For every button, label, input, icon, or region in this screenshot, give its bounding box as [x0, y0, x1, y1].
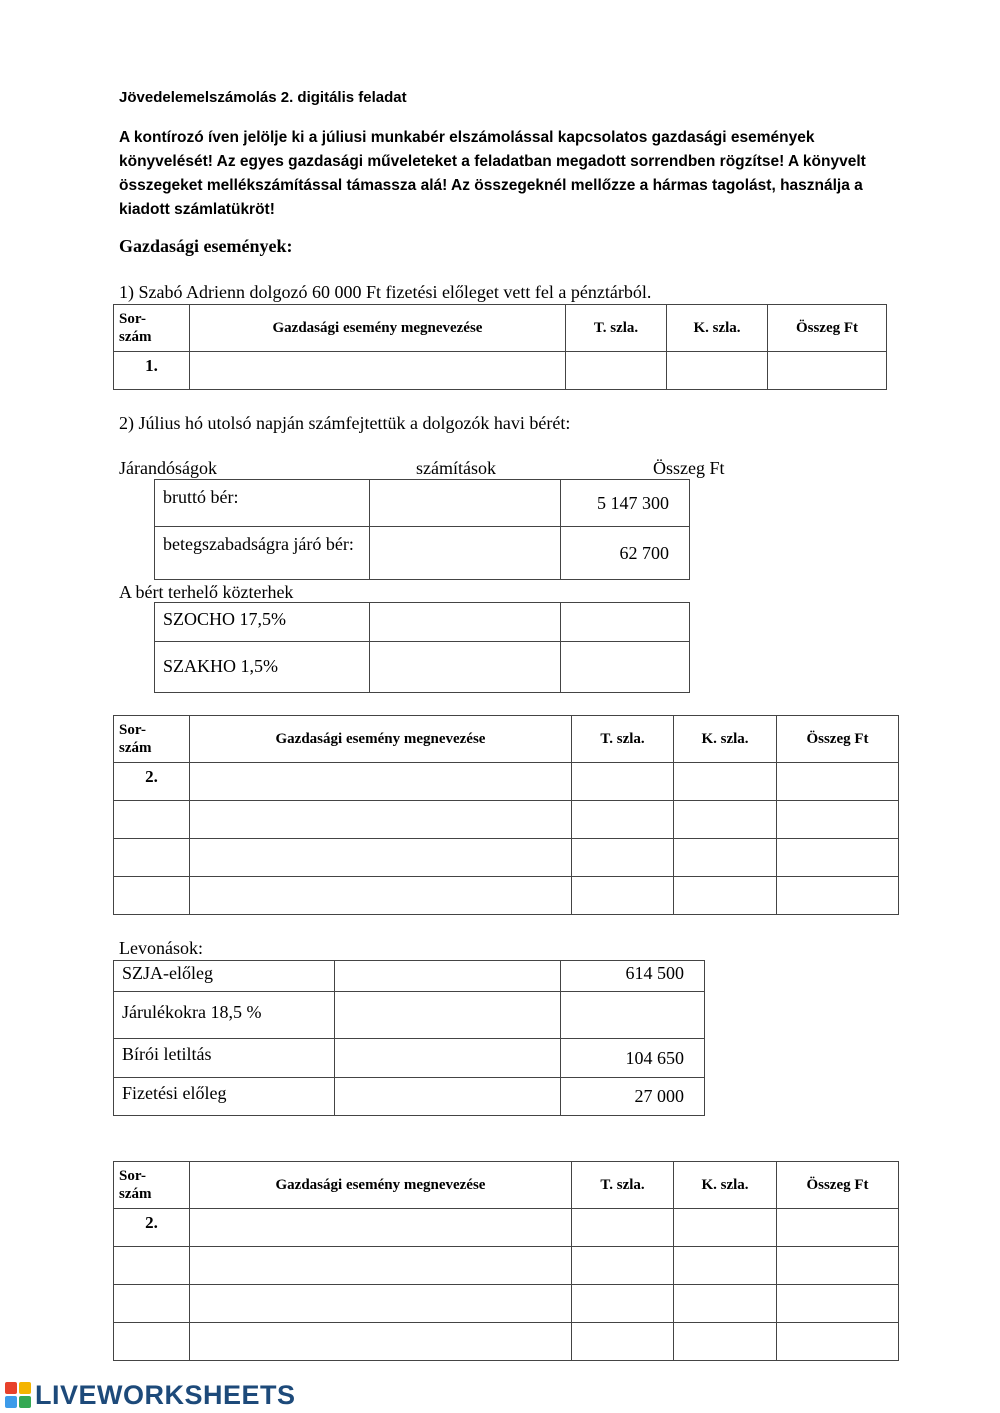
k-account-input[interactable] — [667, 352, 768, 390]
col-description: Gazdasági esemény megnevezése — [190, 716, 572, 763]
col-description: Gazdasági esemény megnevezése — [190, 1162, 572, 1209]
col-sorszam: Sor- szám — [114, 716, 190, 763]
k-account-input[interactable] — [674, 801, 777, 839]
col-description: Gazdasági esemény megnevezése — [190, 305, 566, 352]
row-number: 1. — [114, 352, 190, 390]
col-k-account: K. szla. — [667, 305, 768, 352]
document-title: Jövedelemelszámolás 2. digitális feladat — [119, 89, 407, 106]
logo-mark-icon — [5, 1382, 31, 1408]
amount-input[interactable] — [777, 1209, 899, 1247]
k-account-input[interactable] — [674, 877, 777, 915]
row-number: 2. — [114, 1209, 190, 1247]
col-k-account: K. szla. — [674, 1162, 777, 1209]
amount-input[interactable] — [777, 877, 899, 915]
calculation-input[interactable] — [335, 1078, 561, 1116]
deductions-heading: Levonások: — [119, 938, 203, 958]
col-k-account: K. szla. — [674, 716, 777, 763]
event-2-text: 2) Július hó utolsó napján számfejtettük a dolgozók havi bérét: — [119, 413, 571, 433]
k-account-input[interactable] — [674, 1247, 777, 1285]
k-account-input[interactable] — [674, 1323, 777, 1361]
calculation-input[interactable] — [335, 1039, 561, 1078]
liveworksheets-logo[interactable] — [5, 1380, 296, 1410]
t-account-input[interactable] — [572, 1209, 674, 1247]
t-account-input[interactable] — [572, 1247, 674, 1285]
earning-value: 62 700 — [561, 527, 690, 580]
col-szamitasok: számítások — [416, 458, 496, 478]
row-number-cell — [114, 1323, 190, 1361]
calculation-input[interactable] — [370, 603, 561, 642]
amount-input[interactable] — [777, 839, 899, 877]
col-amount: Összeg Ft — [768, 305, 887, 352]
col-t-account: T. szla. — [566, 305, 667, 352]
description-input[interactable] — [190, 352, 566, 390]
row-number: 2. — [114, 763, 190, 801]
burden-value-input[interactable] — [561, 603, 690, 642]
deduction-value: 104 650 — [561, 1039, 705, 1078]
events-heading: Gazdasági események: — [119, 236, 293, 256]
amount-input[interactable] — [777, 1285, 899, 1323]
burden-label: SZAKHO 1,5% — [155, 642, 370, 693]
description-input[interactable] — [190, 839, 572, 877]
earning-label: bruttó bér: — [155, 480, 370, 527]
earnings-table — [154, 479, 690, 580]
amount-input[interactable] — [768, 352, 887, 390]
ledger-table-3 — [113, 1161, 899, 1361]
earning-label: betegszabadságra járó bér: — [155, 527, 370, 580]
description-input[interactable] — [190, 1323, 572, 1361]
t-account-input[interactable] — [572, 877, 674, 915]
ledger-table-2 — [113, 715, 899, 915]
row-number-cell — [114, 839, 190, 877]
deduction-label: Fizetési előleg — [114, 1078, 335, 1116]
t-account-input[interactable] — [572, 763, 674, 801]
amount-input[interactable] — [777, 1247, 899, 1285]
t-account-input[interactable] — [566, 352, 667, 390]
row-number-cell — [114, 877, 190, 915]
t-account-input[interactable] — [572, 1323, 674, 1361]
calculation-input[interactable] — [335, 961, 561, 992]
logo-text: LIVEWORKSHEETS — [35, 1379, 296, 1410]
col-sorszam: Sor- szám — [114, 1162, 190, 1209]
ledger-table-1 — [113, 304, 887, 390]
deduction-value: 614 500 — [561, 961, 705, 992]
earning-value: 5 147 300 — [561, 480, 690, 527]
deductions-table — [113, 960, 705, 1116]
description-input[interactable] — [190, 1285, 572, 1323]
col-osszeg: Összeg Ft — [653, 458, 725, 478]
t-account-input[interactable] — [572, 1285, 674, 1323]
description-input[interactable] — [190, 877, 572, 915]
row-number-cell — [114, 1247, 190, 1285]
col-amount: Összeg Ft — [777, 1162, 899, 1209]
instructions: A kontírozó íven jelölje ki a júliusi munkabér elszámolással kapcsolatos gazdasági események könyvelését! Az egyes gazdasági műveleteket a feladatban megadott sorrendben rögzítse! A könyvelt összegeket mellékszámítással támassza alá! Az összegeknél mellőzze a hármas tagolást, használja a kiadott számlatükröt! — [119, 129, 866, 218]
k-account-input[interactable] — [674, 1209, 777, 1247]
k-account-input[interactable] — [674, 763, 777, 801]
deduction-value-input[interactable] — [561, 992, 705, 1039]
col-t-account: T. szla. — [572, 716, 674, 763]
burdens-heading: A bért terhelő közterhek — [119, 582, 294, 602]
col-jarandosagok: Járandóságok — [119, 458, 217, 478]
row-number-cell — [114, 1285, 190, 1323]
calculation-input[interactable] — [370, 642, 561, 693]
deduction-label: SZJA-előleg — [114, 961, 335, 992]
k-account-input[interactable] — [674, 1285, 777, 1323]
col-amount: Összeg Ft — [777, 716, 899, 763]
row-number-cell — [114, 801, 190, 839]
burdens-table — [154, 602, 690, 693]
calculation-input[interactable] — [335, 992, 561, 1039]
amount-input[interactable] — [777, 763, 899, 801]
t-account-input[interactable] — [572, 801, 674, 839]
event-1-text: 1) Szabó Adrienn dolgozó 60 000 Ft fizetési előleget vett fel a pénztárból. — [119, 282, 652, 302]
burden-label: SZOCHO 17,5% — [155, 603, 370, 642]
description-input[interactable] — [190, 1247, 572, 1285]
description-input[interactable] — [190, 801, 572, 839]
description-input[interactable] — [190, 1209, 572, 1247]
deduction-value: 27 000 — [561, 1078, 705, 1116]
description-input[interactable] — [190, 763, 572, 801]
deduction-label: Bírói letiltás — [114, 1039, 335, 1078]
k-account-input[interactable] — [674, 839, 777, 877]
amount-input[interactable] — [777, 1323, 899, 1361]
calculation-input[interactable] — [370, 527, 561, 580]
deduction-label: Járulékokra 18,5 % — [114, 992, 335, 1039]
col-t-account: T. szla. — [572, 1162, 674, 1209]
burden-value-input[interactable] — [561, 642, 690, 693]
amount-input[interactable] — [777, 801, 899, 839]
col-sorszam: Sor- szám — [114, 305, 190, 352]
calculation-input[interactable] — [370, 480, 561, 527]
t-account-input[interactable] — [572, 839, 674, 877]
